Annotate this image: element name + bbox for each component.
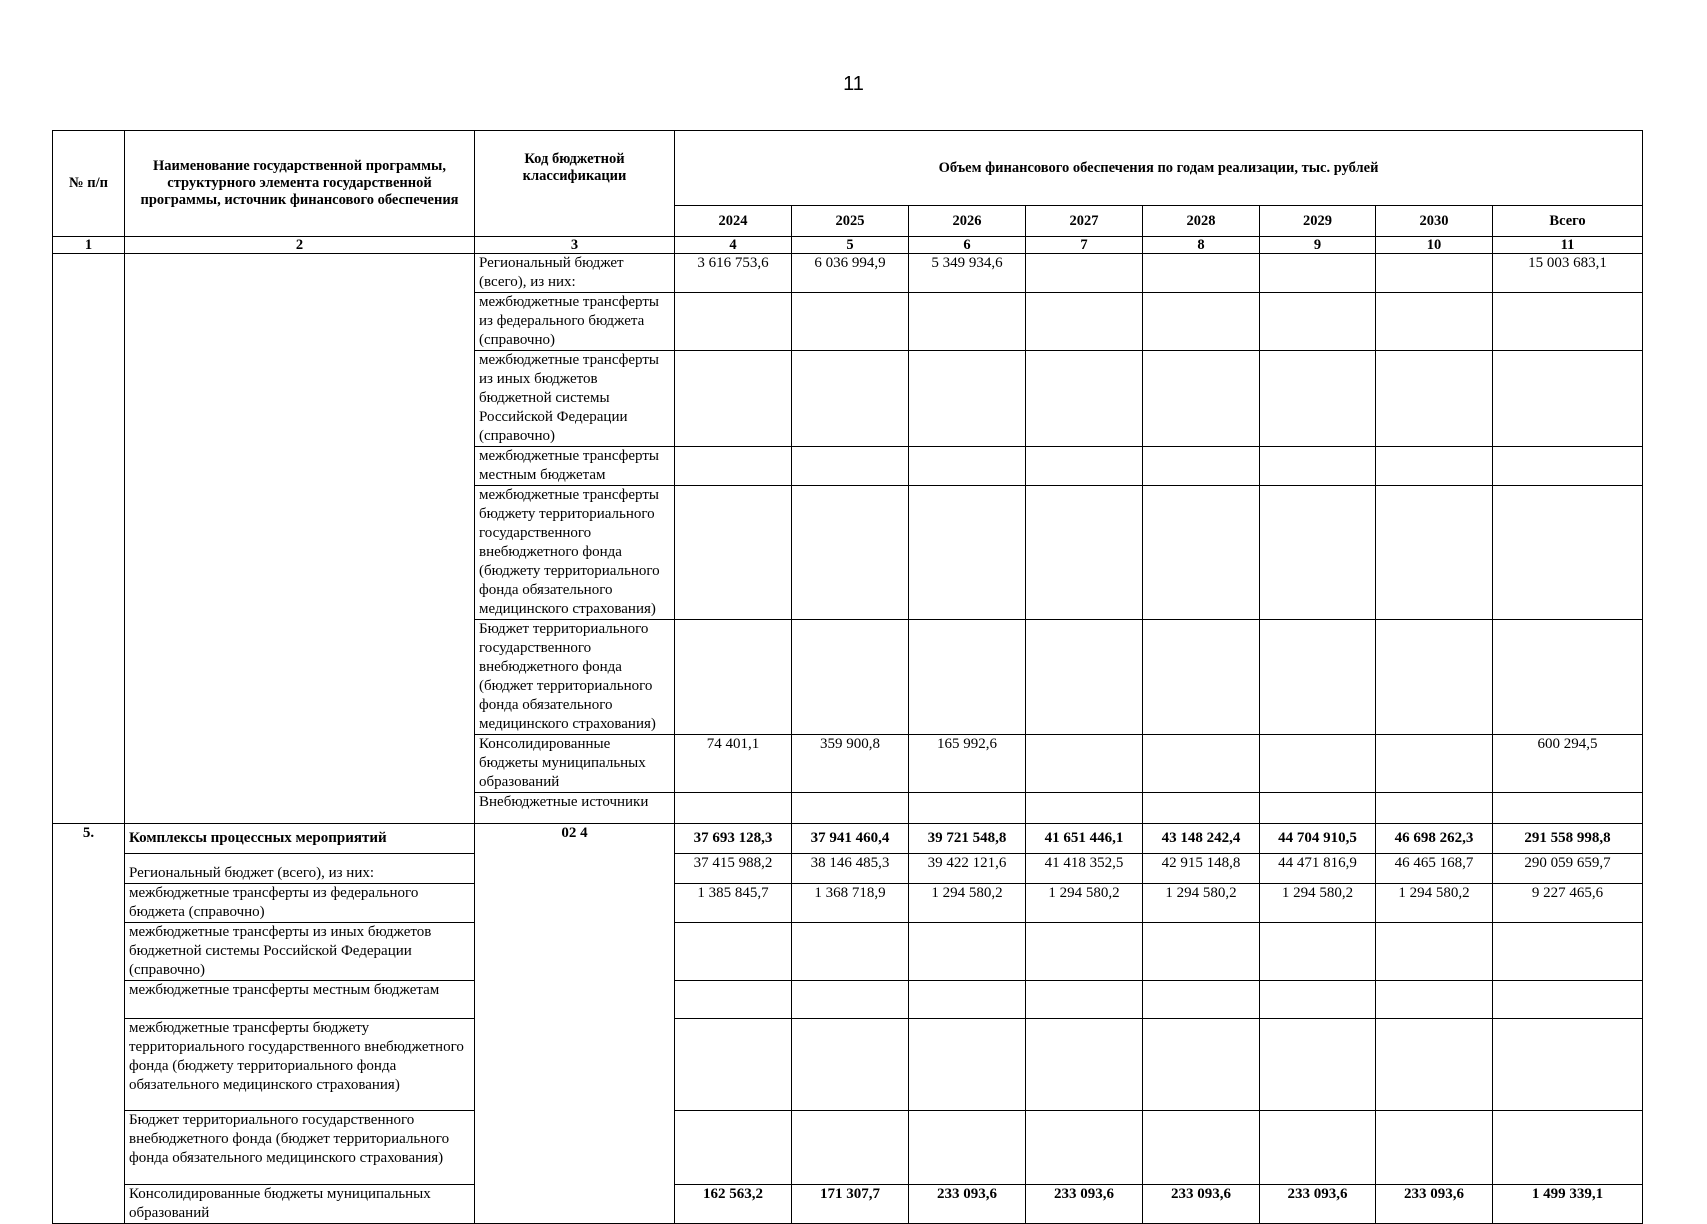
table-row [53,1185,1643,1224]
column-number: 9 [1260,237,1376,254]
value-cell [792,447,909,486]
value-cell [909,486,1026,620]
source-name: Консолидированные бюджеты муниципальных образований [475,735,675,793]
value-cell: 15 003 683,1 [1493,254,1643,293]
value-cell [1026,793,1143,824]
value-cell: 39 721 548,8 [909,824,1026,854]
value-cell [1143,351,1260,447]
value-cell [675,923,792,981]
value-cell: 171 307,7 [792,1185,909,1224]
value-cell [675,293,792,351]
value-cell [792,351,909,447]
value-cell [1143,254,1260,293]
value-cell [675,1019,792,1111]
value-cell [909,793,1026,824]
value-cell [1376,254,1493,293]
value-cell [1143,293,1260,351]
value-cell [909,293,1026,351]
value-cell [1376,447,1493,486]
value-cell [1260,793,1376,824]
source-name: межбюджетные трансферты местным бюджетам [475,447,675,486]
value-cell [1143,620,1260,735]
value-cell [1493,620,1643,735]
source-name: межбюджетные трансферты из федерального бюджета (справочно) [475,293,675,351]
code-cell [125,254,475,824]
budget-table [52,130,1643,1224]
column-number: 6 [909,237,1026,254]
value-cell: 46 465 168,7 [1376,854,1493,884]
value-cell [792,293,909,351]
value-cell [1143,486,1260,620]
header-year: 2029 [1260,206,1376,237]
value-cell [1493,1019,1643,1111]
value-cell [1260,486,1376,620]
value-cell [1260,620,1376,735]
source-name: межбюджетные трансферты бюджету территориального государственного внебюджетного фонда (бюджету территориального фонда обязательного медицинского страхования) [475,486,675,620]
value-cell [792,1111,909,1185]
source-name: Бюджет территориального государственного внебюджетного фонда (бюджет территориального фонда обязательного медицинского страхования) [475,620,675,735]
table-row-section [53,824,1643,854]
value-cell: 41 418 352,5 [1026,854,1143,884]
value-cell [675,620,792,735]
value-cell: 1 294 580,2 [1376,884,1493,923]
table-row [53,254,1643,293]
value-cell [909,923,1026,981]
value-cell [1376,486,1493,620]
value-cell [1026,1111,1143,1185]
table-body [53,254,1643,1224]
value-cell [1376,620,1493,735]
value-cell: 74 401,1 [675,735,792,793]
table-row [53,1019,1643,1111]
value-cell: 1 368 718,9 [792,884,909,923]
value-cell [909,447,1026,486]
value-cell [1026,1019,1143,1111]
value-cell: 37 415 988,2 [675,854,792,884]
value-cell: 359 900,8 [792,735,909,793]
value-cell [1026,254,1143,293]
header-total: Всего [1493,206,1643,237]
value-cell: 42 915 148,8 [1143,854,1260,884]
column-number: 10 [1376,237,1493,254]
value-cell [1026,735,1143,793]
column-number: 3 [475,237,675,254]
value-cell [792,486,909,620]
value-cell [1376,351,1493,447]
value-cell: 46 698 262,3 [1376,824,1493,854]
header-year: 2026 [909,206,1026,237]
value-cell [1376,293,1493,351]
source-name: межбюджетные трансферты из иных бюджетов бюджетной системы Российской Федерации (справочно) [125,923,475,981]
value-cell [1260,447,1376,486]
value-cell: 1 385 845,7 [675,884,792,923]
value-cell: 291 558 998,8 [1493,824,1643,854]
value-cell [1493,351,1643,447]
table-row [53,1111,1643,1185]
value-cell: 37 941 460,4 [792,824,909,854]
value-cell [1026,923,1143,981]
value-cell: 38 146 485,3 [792,854,909,884]
value-cell [1026,447,1143,486]
value-cell [1260,923,1376,981]
value-cell: 37 693 128,3 [675,824,792,854]
value-cell: 44 704 910,5 [1260,824,1376,854]
value-cell [1493,293,1643,351]
source-name: межбюджетные трансферты бюджету территориального государственного внебюджетного фонда (бюджету территориального фонда обязательного медицинского страхования) [125,1019,475,1111]
value-cell: 1 294 580,2 [1260,884,1376,923]
value-cell [1143,1019,1260,1111]
value-cell [792,923,909,981]
value-cell [1143,447,1260,486]
value-cell: 41 651 446,1 [1026,824,1143,854]
value-cell [675,793,792,824]
source-name: Бюджет территориального государственного внебюджетного фонда (бюджет территориального фонда обязательного медицинского страхования) [125,1111,475,1185]
value-cell: 1 294 580,2 [1143,884,1260,923]
value-cell [792,981,909,1019]
value-cell: 1 499 339,1 [1493,1185,1643,1224]
value-cell [1493,447,1643,486]
row-number-cell [53,254,125,824]
value-cell [1143,923,1260,981]
value-cell [1260,351,1376,447]
table-row [53,884,1643,923]
value-cell [792,620,909,735]
value-cell [909,1111,1026,1185]
column-number: 1 [53,237,125,254]
value-cell [1376,923,1493,981]
value-cell [1143,793,1260,824]
value-cell [1026,620,1143,735]
value-cell [909,1019,1026,1111]
value-cell [1026,293,1143,351]
budget-code: 02 4 [475,824,675,1224]
value-cell [1493,923,1643,981]
value-cell [1493,793,1643,824]
value-cell: 1 294 580,2 [1026,884,1143,923]
value-cell: 233 093,6 [909,1185,1026,1224]
value-cell [1143,1111,1260,1185]
source-name: межбюджетные трансферты местным бюджетам [125,981,475,1019]
table-row [53,854,1643,884]
value-cell [1143,735,1260,793]
value-cell [792,1019,909,1111]
value-cell [1260,254,1376,293]
value-cell: 6 036 994,9 [792,254,909,293]
column-number: 8 [1143,237,1260,254]
header-volume: Объем финансового обеспечения по годам реализации, тыс. рублей [675,131,1643,206]
value-cell [1260,1019,1376,1111]
column-number: 11 [1493,237,1643,254]
value-cell [909,351,1026,447]
value-cell: 43 148 242,4 [1143,824,1260,854]
value-cell: 600 294,5 [1493,735,1643,793]
column-number: 5 [792,237,909,254]
header-year: 2030 [1376,206,1493,237]
value-cell [1376,793,1493,824]
source-name: Консолидированные бюджеты муниципальных образований [125,1185,475,1224]
value-cell [1026,486,1143,620]
source-name: межбюджетные трансферты из иных бюджетов бюджетной системы Российской Федерации (справочно) [475,351,675,447]
table-row [53,923,1643,981]
value-cell: 162 563,2 [675,1185,792,1224]
row-number: 5. [53,824,125,1224]
value-cell [1143,981,1260,1019]
value-cell [1376,1111,1493,1185]
value-cell [792,793,909,824]
header-year: 2027 [1026,206,1143,237]
header-code: Код бюджетной классификации [475,131,675,237]
header-number: № п/п [53,131,125,237]
value-cell [675,981,792,1019]
source-name: межбюджетные трансферты из федерального бюджета (справочно) [125,884,475,923]
header-year: 2025 [792,206,909,237]
value-cell [1376,735,1493,793]
value-cell [675,447,792,486]
value-cell [1493,981,1643,1019]
header-name: Наименование государственной программы, структурного элемента государственной программы, источник финансового обеспечения [125,131,475,237]
value-cell [675,351,792,447]
value-cell [1376,1019,1493,1111]
header-year: 2024 [675,206,792,237]
page-number: 11 [843,73,864,95]
column-number: 7 [1026,237,1143,254]
value-cell [1260,981,1376,1019]
value-cell: 233 093,6 [1260,1185,1376,1224]
value-cell: 44 471 816,9 [1260,854,1376,884]
section-title: Комплексы процессных мероприятий [125,824,475,854]
column-number: 4 [675,237,792,254]
value-cell [1260,1111,1376,1185]
value-cell [1376,981,1493,1019]
value-cell: 165 992,6 [909,735,1026,793]
column-number: 2 [125,237,475,254]
value-cell: 9 227 465,6 [1493,884,1643,923]
value-cell [909,620,1026,735]
value-cell: 5 349 934,6 [909,254,1026,293]
value-cell: 233 093,6 [1026,1185,1143,1224]
value-cell: 1 294 580,2 [909,884,1026,923]
value-cell [675,1111,792,1185]
value-cell: 233 093,6 [1376,1185,1493,1224]
value-cell: 3 616 753,6 [675,254,792,293]
value-cell [909,981,1026,1019]
table-row [53,981,1643,1019]
value-cell [1493,1111,1643,1185]
value-cell [1026,351,1143,447]
value-cell [1260,293,1376,351]
header-year: 2028 [1143,206,1260,237]
value-cell [675,486,792,620]
value-cell [1026,981,1143,1019]
value-cell [1260,735,1376,793]
source-name: Внебюджетные источники [475,793,675,824]
value-cell: 233 093,6 [1143,1185,1260,1224]
value-cell [1493,486,1643,620]
value-cell: 39 422 121,6 [909,854,1026,884]
value-cell: 290 059 659,7 [1493,854,1643,884]
source-name: Региональный бюджет (всего), из них: [475,254,675,293]
source-name: Региональный бюджет (всего), из них: [125,854,475,884]
